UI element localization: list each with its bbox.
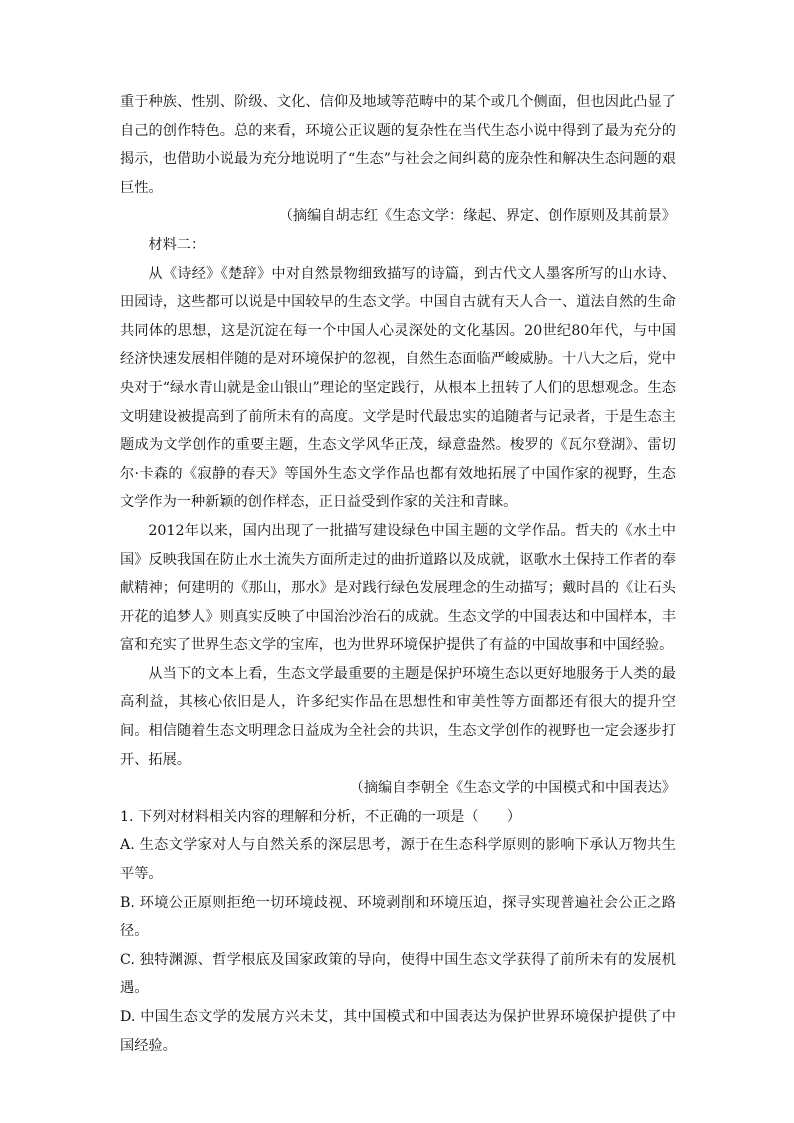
material-one-continuation: 重于种族、性别、阶级、文化、信仰及地域等范畴中的某个或几个侧面，但也因此凸显了自己的创作特色。总的来看，环境公正议题的复杂性在当代生态小说中得到了最为充分的揭示，也借助小说最为充分地说明了“生态”与社会之间纠葛的庞杂性和解决生态问题的艰巨性。 xyxy=(120,94,676,196)
option-c: C. 独特渊源、哲学根底及国家政策的导向，使得中国生态文学获得了前所未有的发展机遇。 xyxy=(120,951,676,997)
document-page xyxy=(120,88,676,1060)
option-a: A. 生态文学家对人与自然关系的深层思考，源于在生态科学原则的影响下承认万物共生平等。 xyxy=(120,837,676,883)
option-d: D. 中国生态文学的发展方兴未艾，其中国模式和中国表达为保护世界环境保护提供了中国经验。 xyxy=(120,1009,676,1054)
material-two-paragraph: 2012年以来，国内出现了一批描写建设绿色中国主题的文学作品。哲夫的《水土中国》反映我国在防止水土流失方面所走过的曲折道路以及成就，讴歌水土保持工作者的奉献精神；何建明的《那山，那水》是对践行绿色发展理念的生动描写；戴时昌的《让石头开花的追梦人》则真实反映了中国治沙治石的成就。生态文学的中国表达和中国样本，丰富和充实了世界生态文学的宝库，也为世界环境保护提供了有益的中国故事和中国经验。 xyxy=(120,522,676,654)
material-two-paragraph: 从当下的文本上看，生态文学最重要的主题是保护环境生态以更好地服务于人类的最高利益，其核心依旧是人，许多纪实作品在思想性和审美性等方面都还有很大的提升空间。相信随着生态文明理念日益成为全社会的共识，生态文学创作的视野也一定会逐步打开、拓展。 xyxy=(120,665,676,768)
option-b: B. 环境公正原则拒绝一切环境歧视、环境剥削和环境压迫，探寻实现普遍社会公正之路径。 xyxy=(120,894,676,940)
question-stem: 1. 下列对材料相关内容的理解和分析，不正确的一项是（ ） xyxy=(120,808,522,825)
material-two-source: （摘编自李朝全《生态文学的中国模式和中国表达》 xyxy=(349,780,676,797)
material-two-paragraph: 从《诗经》《楚辞》中对自然景物细致描写的诗篇，到古代文人墨客所写的山水诗、田园诗，这些都可以说是中国较早的生态文学。中国自古就有天人合一、道法自然的生命共同体的思想，这是沉淀在每一个中国人心灵深处的文化基因。20世纪80年代，与中国经济快速发展相伴随的是对环境保护的忽视，自然生态面临严峻威胁。十八大之后，党中央对于“绿水青山就是金山银山”理论的坚定践行，从根本上扭转了人们的思想观念。生态文明建设被提高到了前所未有的高度。文学是时代最忠实的追随者与记录者，于是生态主题成为文学创作的重要主题，生态文学风华正茂，绿意盎然。梭罗的《瓦尔登湖》、雷切尔·卡森的《寂静的春天》等国外生态文学作品也都有效地拓展了中国作家的视野，生态文学作为一种新颖的创作样态，正日益受到作家的关注和青睐。 xyxy=(120,265,676,511)
material-one-source: （摘编自胡志红《生态文学：缘起、界定、创作原则及其前景》 xyxy=(278,208,676,225)
material-two-heading: 材料二： xyxy=(148,236,206,253)
